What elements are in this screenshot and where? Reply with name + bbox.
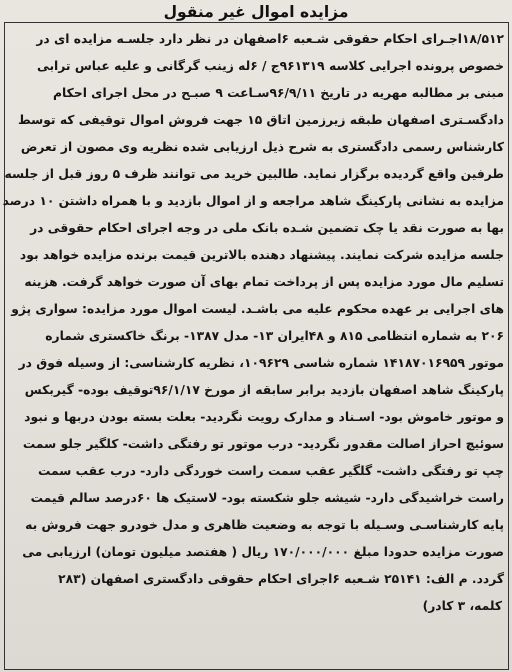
notice-line: دادگسـتری اصفهان طبقه زیرزمین اتاق ۱۵ جهت فروش اموال توقیفی که توسط — [17, 113, 504, 127]
notice-line: پارکینگ شاهد اصفهان بازدید برابر سابقه از مورخ ۹۶/۱/۱۷توقیف بوده- گیربکس — [24, 383, 504, 397]
notice-line: طرفین واقع گردیده برگزار نماید. طالبین خرید می توانند ظرف ۵ روز قبل از جلسه — [4, 167, 504, 181]
notice-line: و موتور خاموش بود- اسـناد و مدارک رویت نگردید- بعلت بسته بودن دربها و نبود — [24, 410, 504, 424]
notice-line: جلسه مزایده شرکت نمایند. پیشنهاد دهنده بالاترین قیمت برنده مزایده خواهد بود — [19, 248, 504, 262]
notice-line: تسلیم مال مورد مزایده پس از پرداخت تمام بهای آن صورت خواهد گرفت. هزینه — [24, 275, 504, 289]
notice-line: مبنی بر مطالبه مهریه در تاریخ ۹۶/۹/۱۱سـاعت ۹ صبـح در محل اجرای احکام — [53, 86, 504, 100]
notice-line: موتور ۱۴۱۸۷۰۱۶۹۵۹ شماره شاسی ۱۰۹۶۲۹، نظریه کارشناسی: از وسیله فوق در — [18, 356, 504, 370]
notice-line: صورت مزایده حدودا مبلغ ۱۷۰/۰۰۰/۰۰۰ ریال ( هفتصد میلیون تومان) ارزیابی می — [22, 545, 504, 559]
notice-title: مزایده اموال غیر منقول — [163, 3, 349, 21]
notice-line: ۲۰۶ به شماره انتظامی ۸۱۵ و ۴۸ایران ۱۳- مدل ۱۳۸۷- برنگ خاکستری شماره — [45, 329, 504, 343]
notice-line: چپ تو رفتگی داشت- گلگیر عقب سمت راست خوردگی دارد- درب عقب سمت — [37, 464, 504, 478]
notice-line: کلمه، ۳ کادر) — [422, 599, 502, 613]
notice-line: خصوص پرونده اجرایی کلاسه ۹۶۱۳۱۹ج / ۶له زینب گرگانی و علیه عباس ترابی — [37, 59, 504, 73]
notice-line: سوئیچ احراز اصالت مقدور نگردید- درب موتور تو رفتگی داشت- کلگیر جلو سمت — [22, 437, 504, 451]
notice-line: کارشناس رسمی دادگستری به شرح ذیل ارزیابی شده نظریه وی مصون از تعرض — [20, 140, 504, 154]
notice-line: بها به صورت نقد یا چک تضمین شـده بانک ملی در وجه اجرای احکام حقوقی در — [30, 221, 504, 235]
notice-line: گردد. م الف: ۲۵۱۴۱ شـعبه ۶اجرای احکام حقوقی دادگستری اصفهان (۲۸۳ — [58, 572, 504, 586]
notice-line: پایه کارشناسـی وسـیله با توجه به وضعیت ظاهری و مدل خودرو جهت فروش به — [25, 518, 504, 532]
notice-line: ۱۸/۵۱۲اجـرای احکام حقوقی شـعبه ۶اصفهان در نظر دارد جلسـه مزایده ای در — [36, 32, 504, 46]
notice-line: مزایده به نشانی پارکینگ شاهد مراجعه و از اموال بازدید و با همراه داشتن ۱۰ درصد — [2, 194, 504, 208]
notice-line: های اجرایی بر عهده محکوم علیه می باشـد. لیست اموال مورد مزایده: سواری پژو — [11, 302, 504, 316]
notice-line: راست خراشیدگی دارد- شیشه جلو شکسته بود- لاستیک ها ۶۰درصد سالم قیمت — [30, 491, 504, 505]
